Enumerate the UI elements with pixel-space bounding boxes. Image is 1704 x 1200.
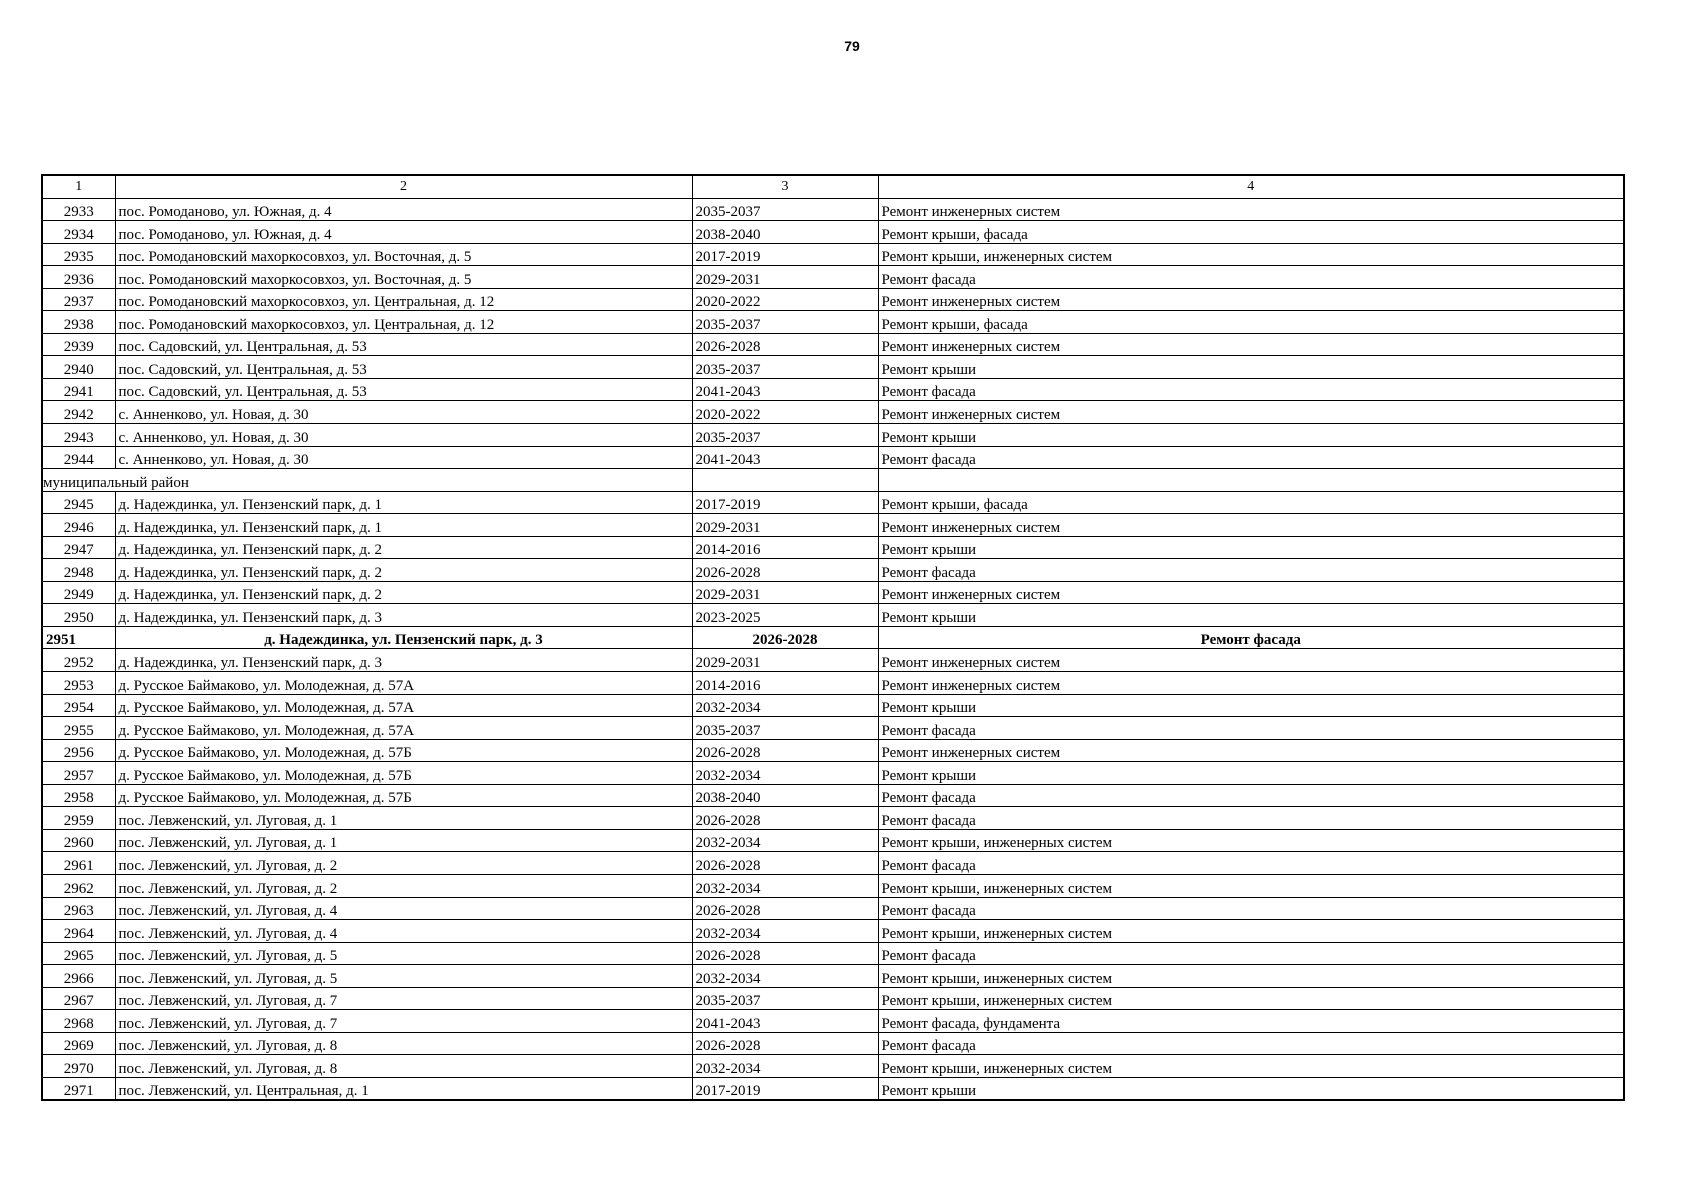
row-address: пос. Левженский, ул. Луговая, д. 1 — [115, 807, 692, 830]
row-address: д. Надеждинка, ул. Пензенский парк, д. 3 — [115, 649, 692, 672]
row-address: пос. Ромодановский махоркосовхоз, ул. Центральная, д. 12 — [115, 311, 692, 334]
table-body — [42, 175, 1624, 1100]
district-heading-row — [42, 469, 1624, 492]
row-period: 2035-2037 — [692, 717, 878, 740]
row-period: 2032-2034 — [692, 762, 878, 785]
row-number: 2935 — [42, 243, 115, 266]
row-period: 2026-2028 — [692, 807, 878, 830]
row-number: 2940 — [42, 356, 115, 379]
row-number: 2951 — [42, 626, 115, 649]
row-number: 2933 — [42, 198, 115, 221]
row-period: 2020-2022 — [692, 288, 878, 311]
row-work-type: Ремонт крыши — [878, 762, 1624, 785]
row-address: д. Русское Баймаково, ул. Молодежная, д. 57А — [115, 694, 692, 717]
row-number: 2960 — [42, 829, 115, 852]
row-address: пос. Левженский, ул. Луговая, д. 4 — [115, 920, 692, 943]
row-work-type: Ремонт фасада — [878, 897, 1624, 920]
table-row — [42, 491, 1624, 514]
row-work-type: Ремонт фасада — [878, 942, 1624, 965]
row-number: 2957 — [42, 762, 115, 785]
row-period: 2032-2034 — [692, 920, 878, 943]
row-number: 2941 — [42, 378, 115, 401]
column-number-row — [42, 175, 1624, 198]
row-number: 2943 — [42, 424, 115, 447]
row-period: 2038-2040 — [692, 221, 878, 244]
row-address: д. Надеждинка, ул. Пензенский парк, д. 3 — [115, 604, 692, 627]
row-number: 2966 — [42, 965, 115, 988]
table-row — [42, 378, 1624, 401]
row-period: 2017-2019 — [692, 1077, 878, 1100]
table-row — [42, 965, 1624, 988]
row-period: 2026-2028 — [692, 897, 878, 920]
row-work-type: Ремонт инженерных систем — [878, 333, 1624, 356]
row-number: 2959 — [42, 807, 115, 830]
row-number: 2944 — [42, 446, 115, 469]
row-period: 2029-2031 — [692, 581, 878, 604]
row-work-type: Ремонт крыши, фасада — [878, 221, 1624, 244]
row-address: с. Анненково, ул. Новая, д. 30 — [115, 424, 692, 447]
table-row — [42, 987, 1624, 1010]
row-period: 2017-2019 — [692, 491, 878, 514]
row-number: 2958 — [42, 784, 115, 807]
row-work-type: Ремонт крыши, инженерных систем — [878, 987, 1624, 1010]
row-period: 2032-2034 — [692, 965, 878, 988]
table-row — [42, 762, 1624, 785]
row-number: 2962 — [42, 874, 115, 897]
table-row — [42, 672, 1624, 695]
row-number: 2945 — [42, 491, 115, 514]
row-number: 2964 — [42, 920, 115, 943]
column-header-2: 2 — [115, 175, 692, 198]
row-period: 2032-2034 — [692, 694, 878, 717]
row-address: пос. Левженский, ул. Луговая, д. 1 — [115, 829, 692, 852]
row-period: 2032-2034 — [692, 874, 878, 897]
row-number: 2948 — [42, 559, 115, 582]
row-address: с. Анненково, ул. Новая, д. 30 — [115, 446, 692, 469]
row-address: пос. Ромоданово, ул. Южная, д. 4 — [115, 198, 692, 221]
row-address: пос. Левженский, ул. Луговая, д. 5 — [115, 965, 692, 988]
table-row — [42, 424, 1624, 447]
row-number: 2949 — [42, 581, 115, 604]
repair-schedule-table — [41, 174, 1625, 1101]
row-period: 2017-2019 — [692, 243, 878, 266]
table-row — [42, 784, 1624, 807]
row-work-type: Ремонт фасада — [878, 717, 1624, 740]
row-work-type: Ремонт фасада — [878, 378, 1624, 401]
row-address: пос. Левженский, ул. Луговая, д. 5 — [115, 942, 692, 965]
row-address: д. Надеждинка, ул. Пензенский парк, д. 2 — [115, 559, 692, 582]
row-number: 2946 — [42, 514, 115, 537]
row-period: 2020-2022 — [692, 401, 878, 424]
row-work-type: Ремонт крыши — [878, 536, 1624, 559]
row-address: д. Русское Баймаково, ул. Молодежная, д. 57Б — [115, 784, 692, 807]
row-number: 2938 — [42, 311, 115, 334]
column-header-4: 4 — [878, 175, 1624, 198]
row-period: 2026-2028 — [692, 852, 878, 875]
table-row — [42, 739, 1624, 762]
row-address: д. Надеждинка, ул. Пензенский парк, д. 2 — [115, 536, 692, 559]
row-period: 2026-2028 — [692, 333, 878, 356]
row-address: пос. Садовский, ул. Центральная, д. 53 — [115, 356, 692, 379]
row-work-type: Ремонт крыши, инженерных систем — [878, 965, 1624, 988]
page-number: 79 — [844, 38, 860, 54]
table-row — [42, 536, 1624, 559]
row-work-type: Ремонт крыши, фасада — [878, 311, 1624, 334]
row-work-type: Ремонт инженерных систем — [878, 739, 1624, 762]
row-number: 2942 — [42, 401, 115, 424]
table-row — [42, 920, 1624, 943]
row-work-type: Ремонт инженерных систем — [878, 581, 1624, 604]
row-number: 2936 — [42, 266, 115, 289]
row-number: 2954 — [42, 694, 115, 717]
row-period: 2014-2016 — [692, 672, 878, 695]
row-work-type: Ремонт фасада — [878, 266, 1624, 289]
table-row — [42, 559, 1624, 582]
row-work-type: Ремонт фасада — [878, 559, 1624, 582]
row-number: 2967 — [42, 987, 115, 1010]
table-row — [42, 266, 1624, 289]
row-number: 2968 — [42, 1010, 115, 1033]
row-period: 2035-2037 — [692, 356, 878, 379]
row-address: д. Надеждинка, ул. Пензенский парк, д. 3 — [115, 626, 692, 649]
row-address: пос. Левженский, ул. Луговая, д. 7 — [115, 987, 692, 1010]
table-row — [42, 626, 1624, 649]
row-number: 2961 — [42, 852, 115, 875]
table-row — [42, 356, 1624, 379]
row-address: пос. Ромодановский махоркосовхоз, ул. Восточная, д. 5 — [115, 266, 692, 289]
row-work-type: Ремонт фасада — [878, 784, 1624, 807]
row-work-type: Ремонт инженерных систем — [878, 401, 1624, 424]
row-period: 2032-2034 — [692, 829, 878, 852]
row-work-type: Ремонт крыши, инженерных систем — [878, 243, 1624, 266]
row-address: пос. Ромодановский махоркосовхоз, ул. Восточная, д. 5 — [115, 243, 692, 266]
row-address: пос. Садовский, ул. Центральная, д. 53 — [115, 378, 692, 401]
row-work-type: Ремонт инженерных систем — [878, 672, 1624, 695]
row-address: пос. Садовский, ул. Центральная, д. 53 — [115, 333, 692, 356]
row-period: 2029-2031 — [692, 266, 878, 289]
row-address: д. Русское Баймаково, ул. Молодежная, д. 57Б — [115, 762, 692, 785]
row-address: д. Надеждинка, ул. Пензенский парк, д. 1 — [115, 491, 692, 514]
row-work-type: Ремонт крыши — [878, 694, 1624, 717]
row-work-type: Ремонт инженерных систем — [878, 288, 1624, 311]
row-work-type: Ремонт крыши, инженерных систем — [878, 920, 1624, 943]
row-number: 2934 — [42, 221, 115, 244]
table-row — [42, 897, 1624, 920]
row-number: 2965 — [42, 942, 115, 965]
row-period: 2035-2037 — [692, 424, 878, 447]
row-period: 2035-2037 — [692, 987, 878, 1010]
table-row — [42, 1032, 1624, 1055]
row-work-type: Ремонт фасада — [878, 626, 1624, 649]
row-number: 2963 — [42, 897, 115, 920]
row-address: пос. Левженский, ул. Луговая, д. 8 — [115, 1055, 692, 1078]
table-row — [42, 852, 1624, 875]
row-work-type: Ремонт фасада — [878, 852, 1624, 875]
row-number: 2947 — [42, 536, 115, 559]
row-work-type: Ремонт крыши — [878, 356, 1624, 379]
row-number: 2950 — [42, 604, 115, 627]
row-period: 2041-2043 — [692, 446, 878, 469]
row-work-type: Ремонт инженерных систем — [878, 649, 1624, 672]
row-number: 2952 — [42, 649, 115, 672]
row-address: пос. Ромоданово, ул. Южная, д. 4 — [115, 221, 692, 244]
table-row — [42, 198, 1624, 221]
row-address: пос. Левженский, ул. Луговая, д. 8 — [115, 1032, 692, 1055]
row-number: 2969 — [42, 1032, 115, 1055]
row-period: 2026-2028 — [692, 739, 878, 762]
row-work-type: Ремонт инженерных систем — [878, 198, 1624, 221]
row-address: пос. Левженский, ул. Луговая, д. 2 — [115, 852, 692, 875]
row-work-type: Ремонт крыши — [878, 604, 1624, 627]
row-number: 2937 — [42, 288, 115, 311]
row-period: 2038-2040 — [692, 784, 878, 807]
row-period: 2041-2043 — [692, 378, 878, 401]
table-row — [42, 221, 1624, 244]
table-row — [42, 333, 1624, 356]
table-row — [42, 717, 1624, 740]
row-period: 2014-2016 — [692, 536, 878, 559]
row-work-type: Ремонт фасада — [878, 1032, 1624, 1055]
row-address: пос. Левженский, ул. Центральная, д. 1 — [115, 1077, 692, 1100]
row-number: 2970 — [42, 1055, 115, 1078]
row-address: д. Русское Баймаково, ул. Молодежная, д. 57А — [115, 717, 692, 740]
table-row — [42, 514, 1624, 537]
table-row — [42, 604, 1624, 627]
row-work-type: Ремонт крыши — [878, 1077, 1624, 1100]
row-address: с. Анненково, ул. Новая, д. 30 — [115, 401, 692, 424]
empty-cell — [878, 469, 1624, 492]
table-row — [42, 581, 1624, 604]
row-work-type: Ремонт крыши — [878, 424, 1624, 447]
row-work-type: Ремонт фасада — [878, 807, 1624, 830]
row-address: д. Надеждинка, ул. Пензенский парк, д. 1 — [115, 514, 692, 537]
row-number: 2956 — [42, 739, 115, 762]
row-period: 2029-2031 — [692, 514, 878, 537]
table-row — [42, 649, 1624, 672]
row-period: 2035-2037 — [692, 198, 878, 221]
table-row — [42, 1077, 1624, 1100]
district-label: муниципальный район — [42, 469, 692, 492]
row-period: 2035-2037 — [692, 311, 878, 334]
table-row — [42, 807, 1624, 830]
table-row — [42, 311, 1624, 334]
row-work-type: Ремонт крыши, фасада — [878, 491, 1624, 514]
row-work-type: Ремонт инженерных систем — [878, 514, 1624, 537]
table-row — [42, 288, 1624, 311]
row-address: пос. Ромодановский махоркосовхоз, ул. Центральная, д. 12 — [115, 288, 692, 311]
row-address: д. Русское Баймаково, ул. Молодежная, д. 57А — [115, 672, 692, 695]
row-address: пос. Левженский, ул. Луговая, д. 4 — [115, 897, 692, 920]
column-header-3: 3 — [692, 175, 878, 198]
row-number: 2939 — [42, 333, 115, 356]
table-row — [42, 942, 1624, 965]
row-work-type: Ремонт крыши, инженерных систем — [878, 874, 1624, 897]
row-work-type: Ремонт фасада — [878, 446, 1624, 469]
row-period: 2026-2028 — [692, 626, 878, 649]
row-number: 2955 — [42, 717, 115, 740]
empty-cell — [692, 469, 878, 492]
row-period: 2041-2043 — [692, 1010, 878, 1033]
row-address: д. Надеждинка, ул. Пензенский парк, д. 2 — [115, 581, 692, 604]
table-row — [42, 694, 1624, 717]
row-period: 2026-2028 — [692, 942, 878, 965]
row-work-type: Ремонт крыши, инженерных систем — [878, 1055, 1624, 1078]
row-number: 2953 — [42, 672, 115, 695]
row-period: 2032-2034 — [692, 1055, 878, 1078]
row-period: 2026-2028 — [692, 1032, 878, 1055]
column-header-1: 1 — [42, 175, 115, 198]
row-address: пос. Левженский, ул. Луговая, д. 2 — [115, 874, 692, 897]
table-row — [42, 829, 1624, 852]
row-work-type: Ремонт крыши, инженерных систем — [878, 829, 1624, 852]
table-row — [42, 874, 1624, 897]
table-row — [42, 446, 1624, 469]
table-row — [42, 243, 1624, 266]
table-row — [42, 1055, 1624, 1078]
row-period: 2029-2031 — [692, 649, 878, 672]
row-work-type: Ремонт фасада, фундамента — [878, 1010, 1624, 1033]
table-row — [42, 401, 1624, 424]
row-address: пос. Левженский, ул. Луговая, д. 7 — [115, 1010, 692, 1033]
row-period: 2023-2025 — [692, 604, 878, 627]
row-address: д. Русское Баймаково, ул. Молодежная, д. 57Б — [115, 739, 692, 762]
table-row — [42, 1010, 1624, 1033]
row-number: 2971 — [42, 1077, 115, 1100]
row-period: 2026-2028 — [692, 559, 878, 582]
